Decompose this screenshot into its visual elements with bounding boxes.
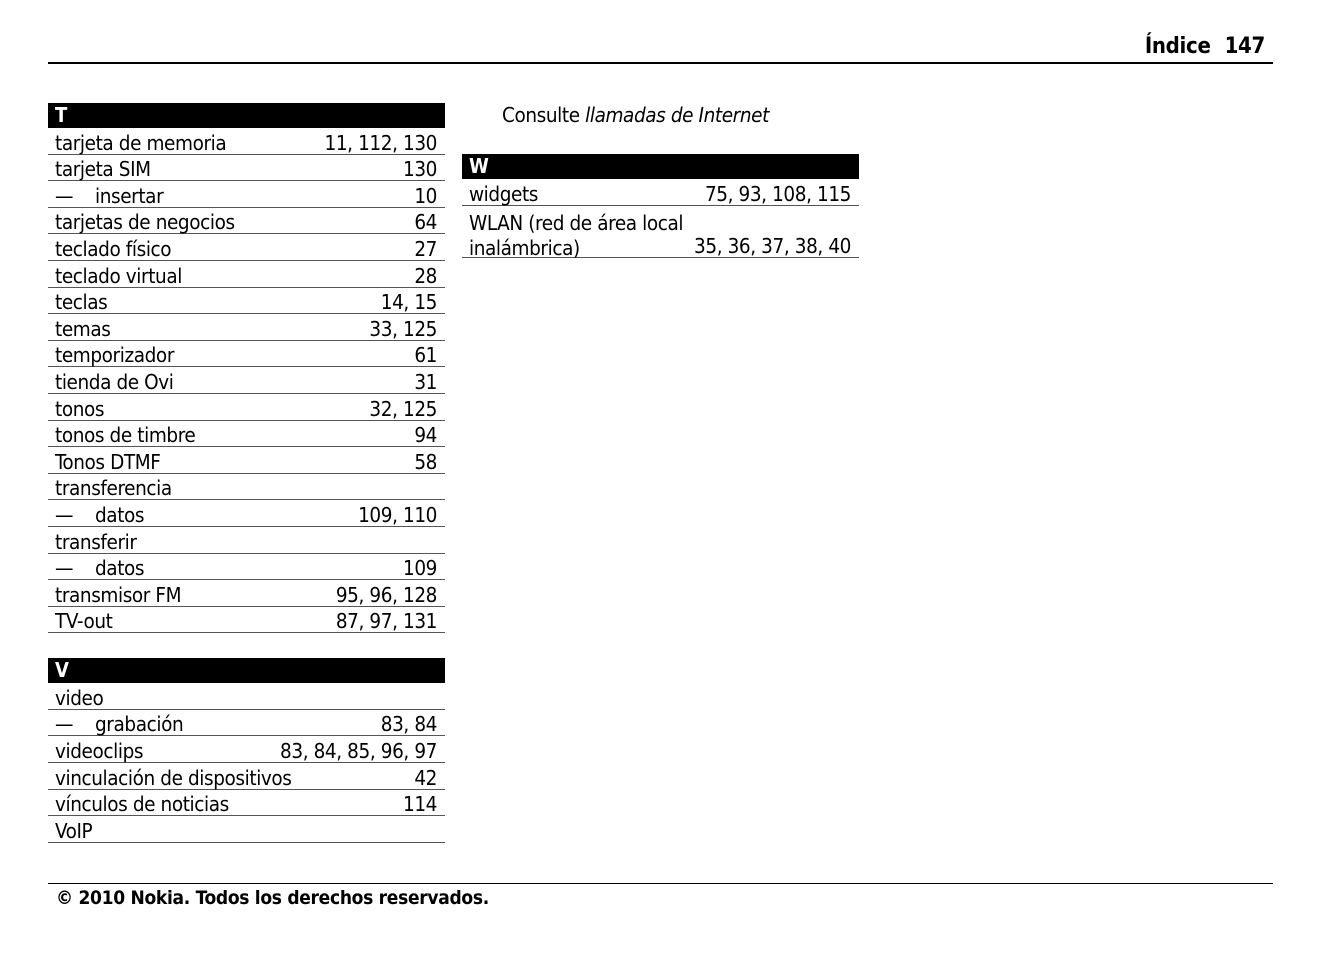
index-entry bbox=[48, 421, 445, 448]
index-column-left bbox=[48, 103, 445, 843]
header-title-group bbox=[1145, 34, 1265, 59]
section-w-entries bbox=[462, 179, 859, 258]
index-entry-label bbox=[55, 128, 226, 158]
index-entry-pages: 64 bbox=[414, 210, 437, 235]
copyright-text: © 2010 Nokia. Todos los derechos reservados. bbox=[56, 887, 489, 909]
index-entry bbox=[48, 314, 445, 341]
index-entry bbox=[48, 816, 445, 843]
index-entry-pages: 87, 97, 131 bbox=[335, 609, 437, 634]
index-entry-pages: 11, 112, 130 bbox=[324, 130, 437, 155]
index-entry-label bbox=[469, 211, 729, 261]
index-entry bbox=[48, 128, 445, 155]
index-entry-label bbox=[55, 816, 92, 846]
sub-entry-dash: — bbox=[55, 183, 74, 208]
see-also-target: llamadas de Internet bbox=[585, 103, 769, 127]
section-header-v: V bbox=[48, 658, 445, 683]
index-entry-text: transferencia bbox=[55, 476, 172, 501]
index-entry-text: tienda de Ovi bbox=[55, 369, 174, 394]
index-entry-pages: 61 bbox=[414, 343, 437, 368]
sub-entry-dash: — bbox=[55, 502, 74, 527]
index-entry-pages: 31 bbox=[414, 369, 437, 394]
index-entry bbox=[48, 736, 445, 763]
index-entry-label bbox=[469, 179, 538, 209]
sub-entry-dash: — bbox=[55, 556, 74, 581]
index-entry-label bbox=[55, 763, 292, 793]
index-entry-label bbox=[55, 340, 174, 370]
index-entry-label bbox=[55, 606, 113, 636]
index-entry-text: vinculación de dispositivos bbox=[55, 765, 292, 790]
index-entry bbox=[48, 527, 445, 554]
index-entry-label bbox=[55, 394, 104, 424]
index-entry bbox=[48, 181, 445, 208]
index-entry-text: tonos bbox=[55, 396, 105, 421]
index-entry bbox=[48, 234, 445, 261]
index-entry bbox=[48, 208, 445, 235]
index-entry-text: tonos de timbre bbox=[55, 423, 196, 448]
index-entry-pages: 83, 84, 85, 96, 97 bbox=[280, 739, 437, 764]
index-entry bbox=[48, 710, 445, 737]
section-header-t: T bbox=[48, 103, 445, 128]
index-entry-label bbox=[55, 420, 195, 450]
index-entry-text: widgets bbox=[469, 181, 539, 206]
index-entry bbox=[48, 394, 445, 421]
index-entry-text: temporizador bbox=[55, 343, 174, 368]
index-entry bbox=[48, 288, 445, 315]
index-entry-label bbox=[55, 314, 110, 344]
index-entry-label bbox=[55, 234, 171, 264]
index-entry-text: WLAN (red de área local inalámbrica) bbox=[469, 210, 684, 260]
index-entry-text: Tonos DTMF bbox=[55, 449, 161, 474]
index-entry bbox=[48, 790, 445, 817]
index-entry-text: vínculos de noticias bbox=[55, 792, 229, 817]
index-entry bbox=[48, 763, 445, 790]
index-entry-pages: 10 bbox=[414, 183, 437, 208]
index-entry-label bbox=[55, 527, 137, 557]
index-entry-label bbox=[55, 789, 229, 819]
index-entry-text: datos bbox=[95, 502, 145, 527]
index-entry-pages: 42 bbox=[414, 765, 437, 790]
index-entry-pages: 109, 110 bbox=[358, 502, 437, 527]
section-t-entries bbox=[48, 128, 445, 633]
index-entry-text: transferir bbox=[55, 529, 137, 554]
index-entry-label bbox=[55, 367, 174, 397]
index-entry-label bbox=[55, 207, 235, 237]
index-entry-text: grabación bbox=[95, 712, 184, 737]
index-entry-pages: 95, 96, 128 bbox=[335, 582, 437, 607]
index-entry bbox=[462, 179, 859, 206]
index-entry-pages: 33, 125 bbox=[369, 316, 437, 341]
index-entry-pages: 27 bbox=[414, 236, 437, 261]
index-entry-pages: 114 bbox=[403, 792, 437, 817]
see-also-reference bbox=[462, 100, 859, 130]
index-entry bbox=[48, 474, 445, 501]
index-entry-label bbox=[55, 683, 103, 713]
page-number: 147 bbox=[1224, 34, 1265, 59]
index-entry bbox=[462, 206, 859, 258]
index-entry-pages: 75, 93, 108, 115 bbox=[704, 181, 851, 206]
index-entry bbox=[48, 500, 445, 527]
index-entry-text: tarjeta SIM bbox=[55, 157, 151, 182]
index-entry-label bbox=[55, 287, 107, 317]
index-entry-label bbox=[55, 447, 161, 477]
index-entry-label bbox=[55, 580, 181, 610]
index-entry bbox=[48, 683, 445, 710]
page-header bbox=[48, 30, 1273, 64]
index-entry-pages: 109 bbox=[403, 556, 437, 581]
section-title: Índice bbox=[1144, 34, 1211, 59]
index-entry bbox=[48, 261, 445, 288]
index-entry-label bbox=[55, 736, 143, 766]
index-entry-text: temas bbox=[55, 316, 111, 341]
index-entry-pages: 28 bbox=[414, 263, 437, 288]
index-entry-text: tarjeta de memoria bbox=[55, 130, 227, 155]
index-entry-label bbox=[55, 709, 183, 739]
index-entry-text: teclas bbox=[55, 290, 108, 315]
index-entry-pages: 35, 36, 37, 38, 40 bbox=[694, 233, 851, 258]
index-entry bbox=[48, 447, 445, 474]
index-entry-text: videoclips bbox=[55, 739, 144, 764]
index-entry-label bbox=[55, 181, 163, 211]
index-entry-text: TV-out bbox=[55, 609, 113, 634]
index-entry bbox=[48, 607, 445, 634]
page-footer bbox=[48, 883, 1273, 909]
index-entry-label bbox=[55, 154, 151, 184]
index-entry-label bbox=[55, 473, 172, 503]
index-entry-text: insertar bbox=[95, 183, 164, 208]
index-entry-label bbox=[55, 500, 144, 530]
index-entry-pages: 130 bbox=[403, 157, 437, 182]
index-entry-text: tarjetas de negocios bbox=[55, 210, 235, 235]
index-entry bbox=[48, 580, 445, 607]
section-v-entries bbox=[48, 683, 445, 843]
index-entry-text: transmisor FM bbox=[55, 582, 182, 607]
index-entry-pages: 58 bbox=[414, 449, 437, 474]
index-entry-pages: 83, 84 bbox=[380, 712, 437, 737]
index-entry bbox=[48, 367, 445, 394]
index-entry-text: VoIP bbox=[55, 818, 93, 843]
index-entry-text: teclado virtual bbox=[55, 263, 182, 288]
index-column-middle bbox=[462, 100, 859, 258]
index-entry-text: teclado físico bbox=[55, 236, 172, 261]
index-entry bbox=[48, 155, 445, 182]
index-entry-text: video bbox=[55, 685, 104, 710]
see-also-prefix: Consulte bbox=[502, 103, 580, 127]
index-entry bbox=[48, 554, 445, 581]
index-entry-text: datos bbox=[95, 556, 145, 581]
index-entry-label bbox=[55, 261, 182, 291]
section-header-w: W bbox=[462, 154, 859, 179]
sub-entry-dash: — bbox=[55, 712, 74, 737]
index-entry-pages: 32, 125 bbox=[369, 396, 437, 421]
index-entry-pages: 14, 15 bbox=[380, 290, 437, 315]
index-entry bbox=[48, 341, 445, 368]
index-entry-label bbox=[55, 553, 144, 583]
index-entry-pages: 94 bbox=[414, 423, 437, 448]
